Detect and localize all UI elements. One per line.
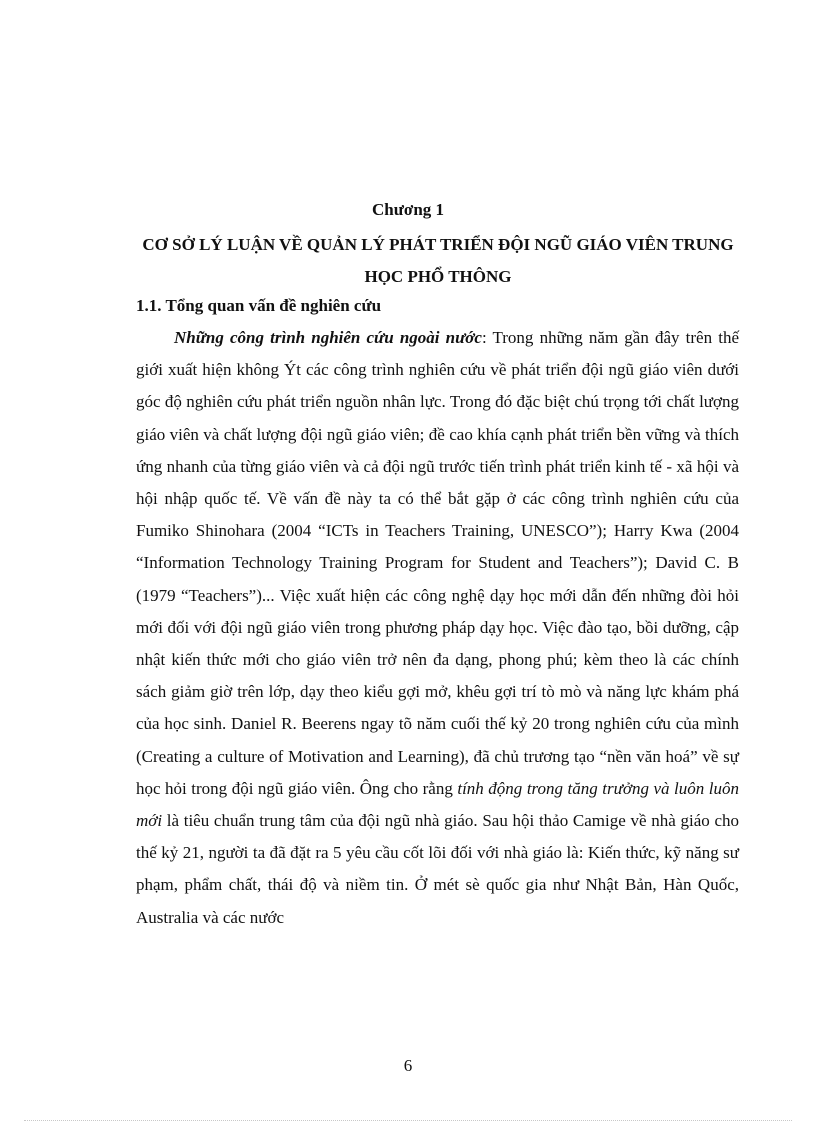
paragraph-emphasis: tính động trong tăng trưởng và luôn luôn mới: [136, 778, 739, 831]
paragraph-text-part2: là tiêu chuẩn trung tâm của đội ngũ nhà giáo. Sau hội thảo Camige về nhà giáo cho thế kỷ 21, người ta đã đặt ra 5 yêu cầu cốt lõi đối với nhà giáo là: Kiến thức, kỹ năng sư phạm, phẩm chất, thái độ và niềm tin. Ở mét sè quốc gia như Nhật Bản, Hàn Quốc, Australia và các nước: [136, 811, 739, 927]
page-edge-divider: [24, 1120, 792, 1121]
page-number: 6: [403, 1056, 413, 1075]
paragraph-lead: Những công trình nghiên cứu ngoài nước: [174, 328, 482, 347]
section-heading: 1.1. Tổng quan vấn đề nghiên cứu: [136, 296, 382, 315]
paragraph-text-part1: : Trong những năm gần đây trên thế giới xuất hiện không Ýt các công trình nghiên cứu về phát triển đội ngũ giáo viên dưới góc độ nghiên cứu phát triển nguồn nhân lực. Trong đó đặc biệt chú trọng tới chất lượng giáo viên và chất lượng đội ngũ giáo viên; đề cao khía cạnh phát triển bền vững và thích ứng nhanh của từng giáo viên và cả đội ngũ trước tiến trình phát triển kinh tế - xã hội và hội nhập quốc tế. Về vấn đề này ta có thể bắt gặp ở các công trình nghiên cứu của Fumiko Shinohara (2004 “ICTs in Teachers Training, UNESCO”); Harry Kwa (2004 “Information Technology Training Program for Student and Teachers”); David C. B (1979 “Teachers”)... Việc xuất hiện các công nghệ dạy học mới dẫn đến những đòi hỏi mới đối với đội ngũ giáo viên trong phương pháp dạy học. Việc đào tạo, bồi dưỡng, cập nhật kiến thức mới cho giáo viên trở nên đa dạng, phong phú; kèm theo là các chính sách giảm giờ trên lớp, dạy theo kiểu gợi mở, khêu gợi trí tò mò và năng lực khám phá của học sinh. Daniel R. Beerens ngay tõ năm cuối thế kỷ 20 trong nghiên cứu của mình (Creating a culture of Motivation and Learning), đã chủ trương tạo “nền văn hoá” về sự học hỏi trong đội ngũ giáo viên. Ông cho rằng: [136, 328, 739, 798]
chapter-label: Chương 1: [371, 200, 445, 219]
body-paragraph: [136, 322, 739, 934]
chapter-title: CƠ SỞ LÝ LUẬN VỀ QUẢN LÝ PHÁT TRIỂN ĐỘI NGŨ GIÁO VIÊN TRUNG HỌC PHỔ THÔNG: [142, 235, 734, 286]
